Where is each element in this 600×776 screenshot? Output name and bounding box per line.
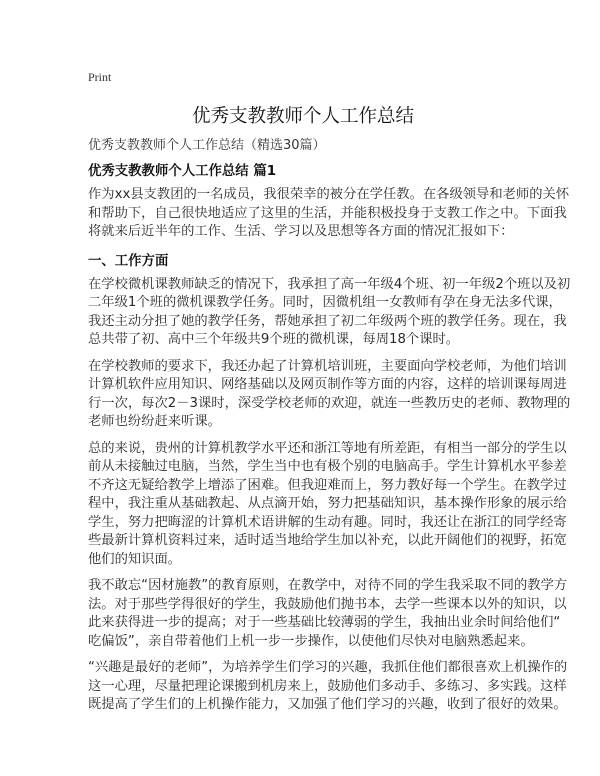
text-line: 此来获得进一步的提高；对于一些基础比较薄弱的学生，我抽出业余时间给他们“: [88, 615, 561, 630]
text-line: 作为xx县支教团的一名成员，我很荣幸的被分在学任教。在各级领导和老师的关怀: [88, 187, 570, 202]
body-paragraph: [88, 577, 568, 651]
body-paragraph: [88, 276, 571, 350]
body-paragraph: [88, 440, 567, 570]
document-page: [88, 70, 571, 723]
print-label: Print: [88, 70, 112, 84]
text-line: 在学校微机课教师缺乏的情况下，我承担了高一年级4个班、初一年级2个班以及初: [88, 276, 571, 292]
text-line: 学生，努力把晦涩的计算机术语讲解的生动有趣。同时，我还让在浙江的同学经寄: [88, 514, 567, 530]
text-line: 这一心理，尽量把理论课搬到机房来上，鼓励他们多动手、多练习、多实践。这样: [88, 678, 567, 694]
text-line: 我不敢忘“因材施教”的教育原则，在教学中，对待不同的学生我采取不同的教学方: [88, 578, 568, 593]
page-title: 优秀支教教师个人工作总结: [191, 106, 414, 127]
text-line: 程中，我注重从基础教起、从点滴开始，努力把基础知识，基本操作形象的展示给: [88, 496, 567, 511]
text-line: 吃偏饭”，亲自带着他们上机一步一步操作，以使他们尽快对电脑熟悉起来。: [88, 633, 534, 649]
section-title: 优秀支教教师个人工作总结 篇1: [88, 164, 277, 179]
text-line: 不齐这无疑给教学上增添了困难。但我迎难而上，努力教好每一个学生。在教学过: [88, 477, 567, 493]
text-line: 些最新计算机资料过来，适时适当地给学生加以补充，以此开阔他们的视野，拓宽: [88, 533, 567, 548]
text-line: 法。对于那些学得很好的学生，我鼓励他们抛书本，去学一些课本以外的知识，以: [88, 596, 567, 612]
subtitle: 优秀支教教师个人工作总结（精选30篇）: [88, 138, 326, 153]
text-line: 既提高了学生们的上机操作能力，又加强了他们学习的兴趣，收到了很好的效果。: [88, 697, 567, 712]
heading-work: 一、工作方面: [88, 253, 169, 269]
text-line: 总共带了初、高中三个年级共9个班的微机课，每周18个课时。: [88, 332, 460, 347]
text-line: 老师也纷纷赶来听课。: [88, 414, 221, 429]
text-line: 在学校教师的要求下，我还办起了计算机培训班，主要面向学校老师，为他们培训: [88, 358, 567, 374]
text-line: 前从未接触过电脑，当然，学生当中也有极个别的电脑高手。学生计算机水平参差: [88, 459, 567, 474]
text-line: 行一次，每次2－3课时，深受学校老师的欢迎，就连一些教历史的老师、教物理的: [88, 395, 571, 411]
text-line: 我还主动分担了她的教学任务，帮她承担了初二年级两个班的教学任务。现在，我: [88, 313, 567, 329]
text-line: 二年级1个班的微机课教学任务。同时，因微机组一女教师有孕在身无法多代课，: [88, 295, 562, 310]
text-line: 他们的知识面。: [88, 551, 182, 567]
body-paragraph: [88, 659, 568, 715]
intro-paragraph: [88, 186, 570, 242]
text-line: 总的来说，贵州的计算机教学水平还和浙江等地有所差距，有相当一部分的学生以: [88, 440, 567, 456]
body-paragraph: [88, 358, 571, 432]
text-line: “兴趣是最好的老师”，为培养学生们学习的兴趣，我抓住他们都很喜欢上机操作的: [88, 660, 568, 675]
text-line: 计算机软件应用知识、网络基础以及网页制作等方面的内容，这样的培训课每周进: [88, 377, 567, 392]
text-line: 和帮助下，自己很快地适应了这里的生活，并能积极投身于支教工作之中。下面我: [88, 205, 567, 221]
text-line: 将就来后近半年的工作、生活、学习以及思想等各方面的情况汇报如下：: [88, 224, 514, 239]
